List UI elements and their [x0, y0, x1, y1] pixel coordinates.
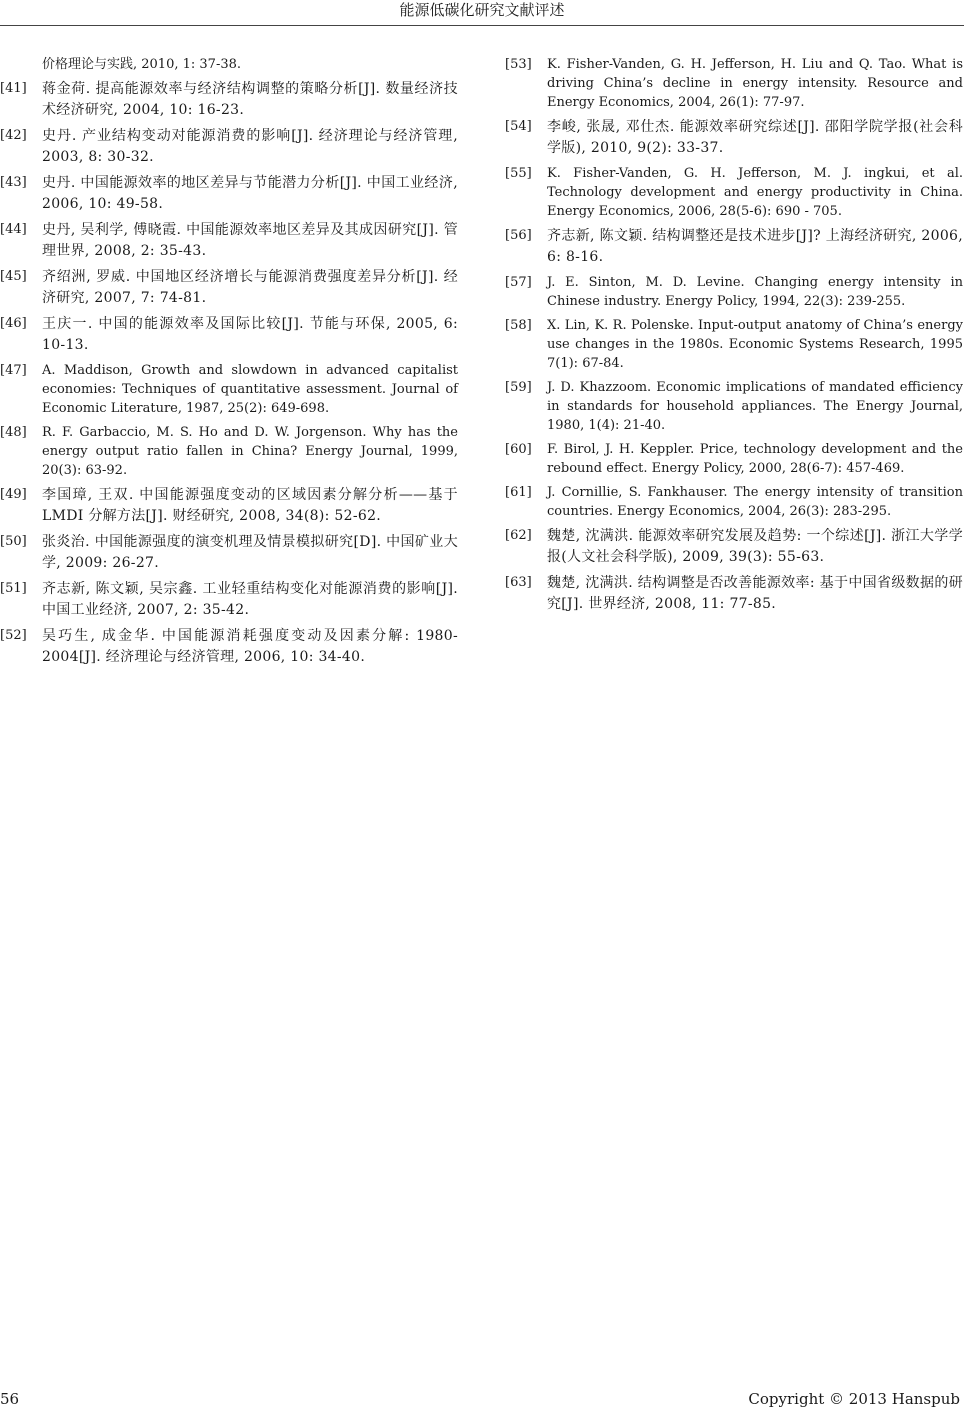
reference-text: J. D. Khazzoom. Economic implications of mandated efficiency in standards for household appliances. The Energy Journal, 1980, 1(4): 21-40.	[547, 380, 963, 433]
reference-item	[0, 79, 458, 121]
reference-number: [41]	[0, 81, 27, 96]
reference-number: [50]	[0, 534, 27, 549]
reference-item	[505, 526, 963, 568]
reference-number: [59]	[505, 380, 532, 395]
reference-text: 李国璋, 王双. 中国能源强度变动的区域因素分解分析——基于 LMDI 分解方法[J]. 财经研究, 2008, 34(8): 52-62.	[42, 487, 458, 524]
reference-number: [62]	[505, 528, 532, 543]
reference-item	[0, 220, 458, 262]
reference-continuation: 价格理论与实践, 2010, 1: 37-38.	[42, 57, 242, 72]
reference-item	[0, 423, 458, 480]
reference-number: [44]	[0, 222, 27, 237]
reference-item	[505, 273, 963, 311]
reference-number: [52]	[0, 628, 27, 643]
reference-text: 史丹. 产业结构变动对能源消费的影响[J]. 经济理论与经济管理, 2003, 8: 30-32.	[42, 128, 458, 165]
page-number: 56	[0, 1390, 20, 1408]
reference-item	[0, 173, 458, 215]
reference-item	[505, 55, 963, 112]
reference-number: [47]	[0, 363, 27, 378]
reference-number: [49]	[0, 487, 27, 502]
reference-number: [43]	[0, 175, 27, 190]
reference-text: J. E. Sinton, M. D. Levine. Changing energy intensity in Chinese industry. Energy Policy, 1994, 22(3): 239-255.	[547, 275, 963, 309]
reference-item	[0, 626, 458, 668]
reference-text: 吴巧生, 成金华. 中国能源消耗强度变动及因素分解: 1980-2004[J]. 经济理论与经济管理, 2006, 10: 34-40.	[42, 628, 458, 665]
reference-text: X. Lin, K. R. Polenske. Input-output anatomy of China’s energy use changes in the 1980s. Economic Systems Research, 1995 7(1): 67-84.	[547, 318, 963, 371]
reference-item	[505, 573, 963, 615]
reference-item	[0, 361, 458, 418]
reference-item	[0, 126, 458, 168]
reference-item	[0, 267, 458, 309]
reference-number: [42]	[0, 128, 27, 143]
reference-text: K. Fisher-Vanden, G. H. Jefferson, M. J. ingkui, et al. Technology development and energy productivity in China. Energy Economics, 2006, 28(5-6): 690 - 705.	[547, 166, 963, 219]
reference-item	[505, 117, 963, 159]
reference-text: 张炎治. 中国能源强度的演变机理及情景模拟研究[D]. 中国矿业大学, 2009: 26-27.	[42, 534, 458, 571]
reference-text: 齐绍洲, 罗威. 中国地区经济增长与能源消费强度差异分析[J]. 经济研究, 2007, 7: 74-81.	[42, 269, 458, 306]
reference-item	[505, 378, 963, 435]
reference-number: [58]	[505, 318, 532, 333]
header-rule	[0, 25, 964, 26]
copyright-notice: Copyright © 2013 Hanspub	[748, 1390, 960, 1408]
reference-item	[505, 226, 963, 268]
reference-text: 蒋金荷. 提高能源效率与经济结构调整的策略分析[J]. 数量经济技术经济研究, 2004, 10: 16-23.	[42, 81, 458, 118]
reference-item	[505, 316, 963, 373]
reference-text: 史丹, 吴利学, 傅晓霞. 中国能源效率地区差异及其成因研究[J]. 管理世界, 2008, 2: 35-43.	[42, 222, 458, 259]
running-header-title: 能源低碳化研究文献评述	[399, 1, 565, 19]
reference-text: 魏楚, 沈满洪. 结构调整是否改善能源效率: 基于中国省级数据的研究[J]. 世界经济, 2008, 11: 77-85.	[547, 575, 963, 612]
reference-item	[505, 440, 963, 478]
reference-item	[0, 485, 458, 527]
reference-text: R. F. Garbaccio, M. S. Ho and D. W. Jorgenson. Why has the energy output ratio fallen in China? Energy Journal, 1999, 20(3): 63-92.	[42, 425, 458, 478]
reference-text: J. Cornillie, S. Fankhauser. The energy intensity of transition countries. Energy Economics, 2004, 26(3): 283-295.	[547, 485, 963, 519]
reference-number: [60]	[505, 442, 532, 457]
reference-number: [55]	[505, 166, 532, 181]
reference-item	[505, 483, 963, 521]
reference-text: 史丹. 中国能源效率的地区差异与节能潜力分析[J]. 中国工业经济, 2006, 10: 49-58.	[42, 175, 458, 212]
reference-number: [61]	[505, 485, 532, 500]
reference-text: 魏楚, 沈满洪. 能源效率研究发展及趋势: 一个综述[J]. 浙江大学学报(人文社会科学版), 2009, 39(3): 55-63.	[547, 528, 963, 565]
reference-item	[0, 532, 458, 574]
reference-number: [48]	[0, 425, 27, 440]
reference-number: [46]	[0, 316, 27, 331]
reference-text: A. Maddison, Growth and slowdown in advanced capitalist economies: Techniques of quantitative assessment. Journal of Economic Literature, 1987, 25(2): 649-698.	[42, 363, 458, 416]
left-reference-list	[0, 79, 458, 668]
reference-text: 齐志新, 陈文颖, 吴宗鑫. 工业轻重结构变化对能源消费的影响[J]. 中国工业经济, 2007, 2: 35-42.	[42, 581, 458, 618]
reference-text: 齐志新, 陈文颖. 结构调整还是技术进步[J]? 上海经济研究, 2006, 6: 8-16.	[547, 228, 963, 265]
reference-item	[0, 579, 458, 621]
reference-text: 王庆一. 中国的能源效率及国际比较[J]. 节能与环保, 2005, 6: 10-13.	[42, 316, 458, 353]
left-reference-column	[0, 55, 458, 673]
reference-number: [63]	[505, 575, 532, 590]
reference-number: [53]	[505, 57, 532, 72]
reference-number: [57]	[505, 275, 532, 290]
reference-item	[505, 164, 963, 221]
reference-number: [54]	[505, 119, 532, 134]
reference-number: [51]	[0, 581, 27, 596]
reference-number: [56]	[505, 228, 532, 243]
right-reference-column	[505, 55, 963, 620]
reference-text: F. Birol, J. H. Keppler. Price, technology development and the rebound effect. Energy Policy, 2000, 28(6-7): 457-469.	[547, 442, 963, 476]
reference-item	[0, 314, 458, 356]
reference-number: [45]	[0, 269, 27, 284]
right-reference-list	[505, 55, 963, 615]
reference-text: K. Fisher-Vanden, G. H. Jefferson, H. Liu and Q. Tao. What is driving China’s decline in energy intensity. Resource and Energy Economics, 2004, 26(1): 77-97.	[547, 57, 963, 110]
reference-text: 李峻, 张晟, 邓仕杰. 能源效率研究综述[J]. 邵阳学院学报(社会科学版), 2010, 9(2): 33-37.	[547, 119, 963, 156]
